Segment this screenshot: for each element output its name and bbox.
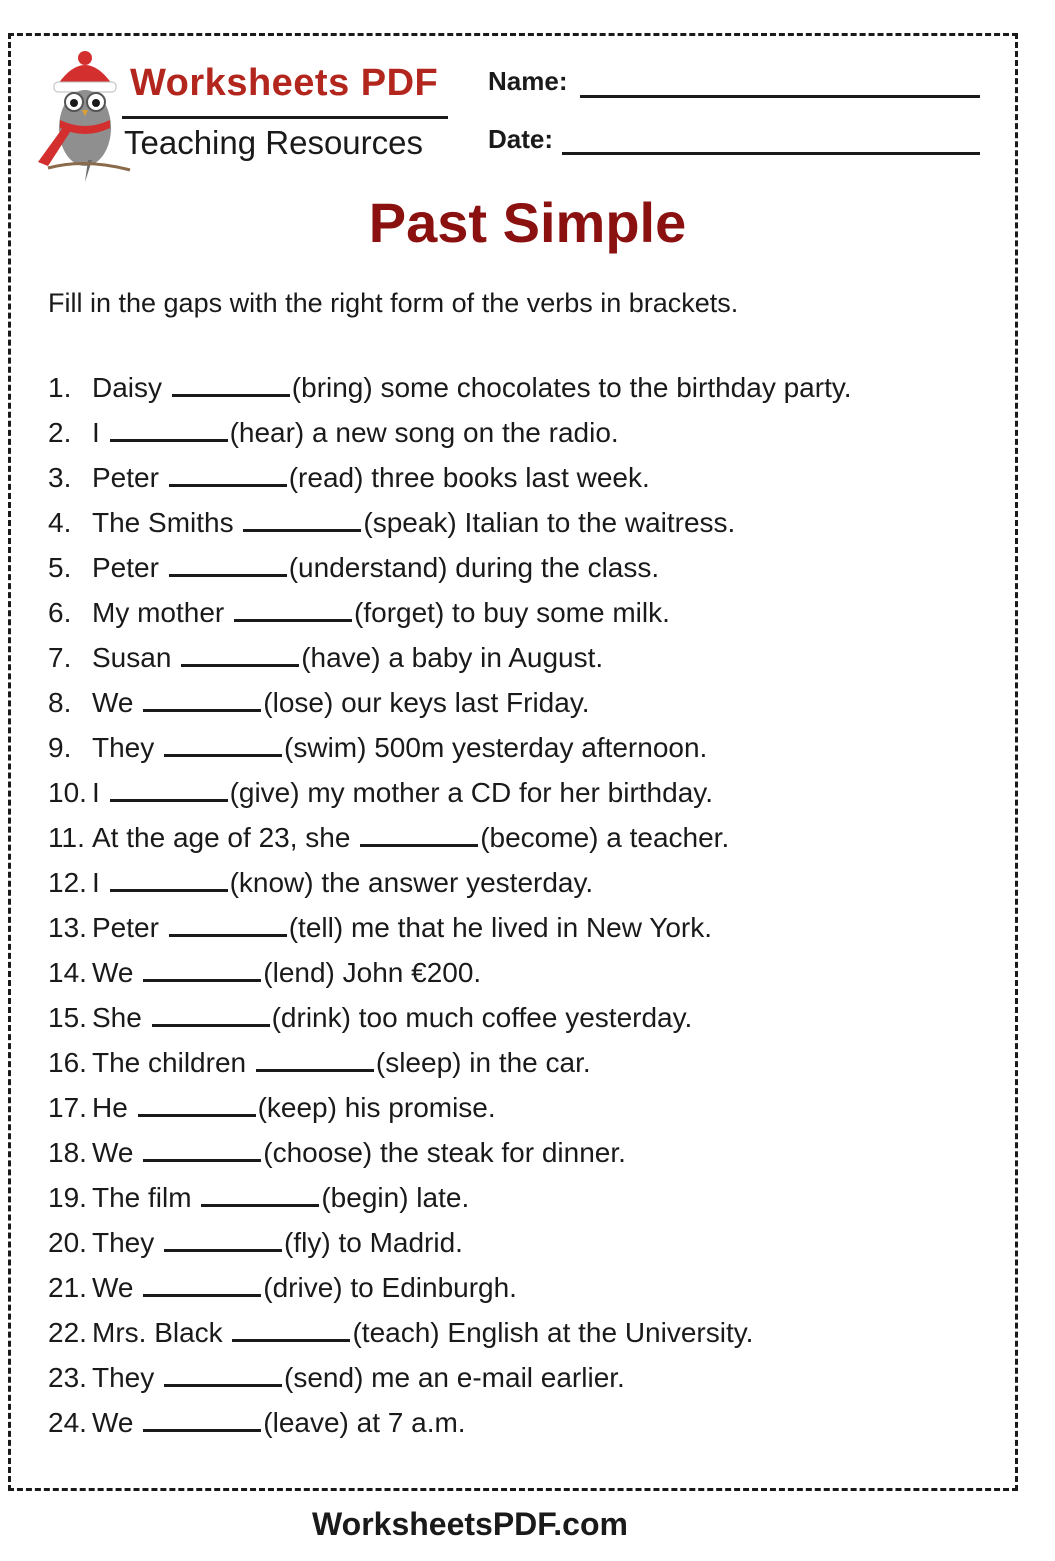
answer-blank[interactable] bbox=[143, 953, 261, 982]
exercise-item bbox=[48, 1040, 852, 1085]
exercise-subject: I bbox=[92, 867, 100, 898]
exercise-item bbox=[48, 680, 852, 725]
answer-blank[interactable] bbox=[152, 998, 270, 1027]
answer-blank[interactable] bbox=[172, 368, 290, 397]
exercise-subject: We bbox=[92, 1272, 134, 1303]
exercise-verb-clause: (forget) to buy some milk. bbox=[354, 597, 670, 628]
exercise-number: 1. bbox=[48, 372, 72, 403]
exercise-number: 2. bbox=[48, 417, 72, 448]
exercise-item bbox=[48, 950, 852, 995]
answer-blank[interactable] bbox=[169, 548, 287, 577]
date-field[interactable] bbox=[562, 152, 980, 155]
answer-blank[interactable] bbox=[201, 1178, 319, 1207]
exercise-item bbox=[48, 455, 852, 500]
owl-mascot-icon bbox=[30, 50, 140, 190]
footer-website: WorksheetsPDF.com bbox=[312, 1506, 628, 1542]
exercise-subject: I bbox=[92, 777, 100, 808]
name-field[interactable] bbox=[580, 95, 980, 98]
exercise-subject: They bbox=[92, 1362, 155, 1393]
answer-blank[interactable] bbox=[143, 1133, 261, 1162]
exercise-item bbox=[48, 545, 852, 590]
exercise-subject: They bbox=[92, 732, 155, 763]
exercise-item bbox=[48, 365, 852, 410]
exercise-number: 22. bbox=[48, 1317, 87, 1348]
exercise-item bbox=[48, 590, 852, 635]
exercise-verb-clause: (tell) me that he lived in New York. bbox=[288, 912, 713, 943]
answer-blank[interactable] bbox=[164, 728, 282, 757]
exercise-item bbox=[48, 410, 852, 455]
exercise-number: 5. bbox=[48, 552, 72, 583]
exercise-item bbox=[48, 1265, 852, 1310]
exercise-verb-clause: (read) three books last week. bbox=[288, 462, 650, 493]
exercise-verb-clause: (speak) Italian to the waitress. bbox=[363, 507, 736, 538]
exercise-number: 7. bbox=[48, 642, 72, 673]
exercise-item bbox=[48, 860, 852, 905]
answer-blank[interactable] bbox=[110, 863, 228, 892]
answer-blank[interactable] bbox=[360, 818, 478, 847]
answer-blank[interactable] bbox=[138, 1088, 256, 1117]
exercise-verb-clause: (teach) English at the University. bbox=[352, 1317, 754, 1348]
exercise-verb-clause: (become) a teacher. bbox=[480, 822, 730, 853]
exercise-item bbox=[48, 1310, 852, 1355]
name-label: Name: bbox=[488, 66, 568, 96]
exercise-subject: Daisy bbox=[92, 372, 163, 403]
exercise-subject: We bbox=[92, 1137, 134, 1168]
exercise-item bbox=[48, 1220, 852, 1265]
brand-name: Worksheets PDF bbox=[130, 62, 439, 104]
exercise-subject: Peter bbox=[92, 912, 159, 943]
exercise-verb-clause: (hear) a new song on the radio. bbox=[229, 417, 619, 448]
exercise-verb-clause: (sleep) in the car. bbox=[375, 1047, 591, 1078]
exercise-verb-clause: (drive) to Edinburgh. bbox=[263, 1272, 517, 1303]
instructions: Fill in the gaps with the right form of the verbs in brackets. bbox=[48, 288, 739, 318]
exercise-number: 18. bbox=[48, 1137, 87, 1168]
exercise-item bbox=[48, 1400, 852, 1445]
brand-tagline: Teaching Resources bbox=[124, 124, 423, 161]
exercise-number: 10. bbox=[48, 777, 87, 808]
exercise-subject: We bbox=[92, 957, 134, 988]
exercise-verb-clause: (have) a baby in August. bbox=[301, 642, 604, 673]
answer-blank[interactable] bbox=[143, 1268, 261, 1297]
exercise-subject: They bbox=[92, 1227, 155, 1258]
exercise-verb-clause: (bring) some chocolates to the birthday party. bbox=[291, 372, 852, 403]
exercise-item bbox=[48, 1175, 852, 1220]
exercise-subject: Susan bbox=[92, 642, 172, 673]
exercise-item bbox=[48, 1130, 852, 1175]
exercise-verb-clause: (begin) late. bbox=[321, 1182, 470, 1213]
answer-blank[interactable] bbox=[143, 1403, 261, 1432]
exercise-subject: He bbox=[92, 1092, 128, 1123]
exercise-number: 17. bbox=[48, 1092, 87, 1123]
exercise-subject: At the age of 23, she bbox=[92, 822, 351, 853]
exercise-number: 11. bbox=[48, 822, 85, 853]
exercise-verb-clause: (swim) 500m yesterday afternoon. bbox=[284, 732, 708, 763]
exercise-verb-clause: (choose) the steak for dinner. bbox=[263, 1137, 626, 1168]
exercise-list bbox=[48, 365, 852, 1445]
exercise-subject: The children bbox=[92, 1047, 247, 1078]
exercise-number: 3. bbox=[48, 462, 72, 493]
exercise-number: 16. bbox=[48, 1047, 87, 1078]
answer-blank[interactable] bbox=[110, 773, 228, 802]
exercise-number: 21. bbox=[48, 1272, 87, 1303]
exercise-number: 24. bbox=[48, 1407, 87, 1438]
exercise-subject: My mother bbox=[92, 597, 225, 628]
exercise-number: 23. bbox=[48, 1362, 87, 1393]
exercise-number: 9. bbox=[48, 732, 72, 763]
exercise-verb-clause: (give) my mother a CD for her birthday. bbox=[229, 777, 713, 808]
exercise-number: 4. bbox=[48, 507, 72, 538]
exercise-verb-clause: (send) me an e-mail earlier. bbox=[284, 1362, 625, 1393]
answer-blank[interactable] bbox=[110, 413, 228, 442]
exercise-number: 8. bbox=[48, 687, 72, 718]
answer-blank[interactable] bbox=[164, 1358, 282, 1387]
exercise-verb-clause: (fly) to Madrid. bbox=[284, 1227, 463, 1258]
answer-blank[interactable] bbox=[234, 593, 352, 622]
exercise-verb-clause: (leave) at 7 a.m. bbox=[263, 1407, 466, 1438]
exercise-subject: We bbox=[92, 687, 134, 718]
exercise-subject: We bbox=[92, 1407, 134, 1438]
exercise-number: 20. bbox=[48, 1227, 87, 1258]
exercise-item bbox=[48, 905, 852, 950]
exercise-item bbox=[48, 995, 852, 1040]
exercise-item bbox=[48, 1085, 852, 1130]
exercise-verb-clause: (keep) his promise. bbox=[257, 1092, 496, 1123]
answer-blank[interactable] bbox=[243, 503, 361, 532]
exercise-subject: The film bbox=[92, 1182, 192, 1213]
exercise-number: 19. bbox=[48, 1182, 87, 1213]
date-label: Date: bbox=[488, 124, 554, 154]
exercise-number: 13. bbox=[48, 912, 87, 943]
answer-blank[interactable] bbox=[232, 1313, 350, 1342]
answer-blank[interactable] bbox=[164, 1223, 282, 1252]
exercise-verb-clause: (lend) John €200. bbox=[263, 957, 482, 988]
answer-blank[interactable] bbox=[169, 458, 287, 487]
exercise-subject: Mrs. Black bbox=[92, 1317, 223, 1348]
page-title: Past Simple bbox=[368, 191, 687, 254]
exercise-verb-clause: (drink) too much coffee yesterday. bbox=[271, 1002, 693, 1033]
answer-blank[interactable] bbox=[181, 638, 299, 667]
exercise-number: 14. bbox=[48, 957, 87, 988]
exercise-item bbox=[48, 725, 852, 770]
exercise-subject: Peter bbox=[92, 552, 159, 583]
exercise-item bbox=[48, 635, 852, 680]
answer-blank[interactable] bbox=[169, 908, 287, 937]
exercise-subject: She bbox=[92, 1002, 142, 1033]
answer-blank[interactable] bbox=[143, 683, 261, 712]
exercise-number: 12. bbox=[48, 867, 87, 898]
brand-divider bbox=[122, 116, 448, 119]
exercise-subject: I bbox=[92, 417, 100, 448]
exercise-number: 6. bbox=[48, 597, 72, 628]
answer-blank[interactable] bbox=[256, 1043, 374, 1072]
exercise-verb-clause: (know) the answer yesterday. bbox=[229, 867, 594, 898]
exercise-number: 15. bbox=[48, 1002, 87, 1033]
exercise-item bbox=[48, 500, 852, 545]
exercise-subject: The Smiths bbox=[92, 507, 234, 538]
exercise-item bbox=[48, 815, 852, 860]
exercise-verb-clause: (understand) during the class. bbox=[288, 552, 660, 583]
exercise-item bbox=[48, 770, 852, 815]
exercise-verb-clause: (lose) our keys last Friday. bbox=[263, 687, 590, 718]
exercise-subject: Peter bbox=[92, 462, 159, 493]
exercise-item bbox=[48, 1355, 852, 1400]
